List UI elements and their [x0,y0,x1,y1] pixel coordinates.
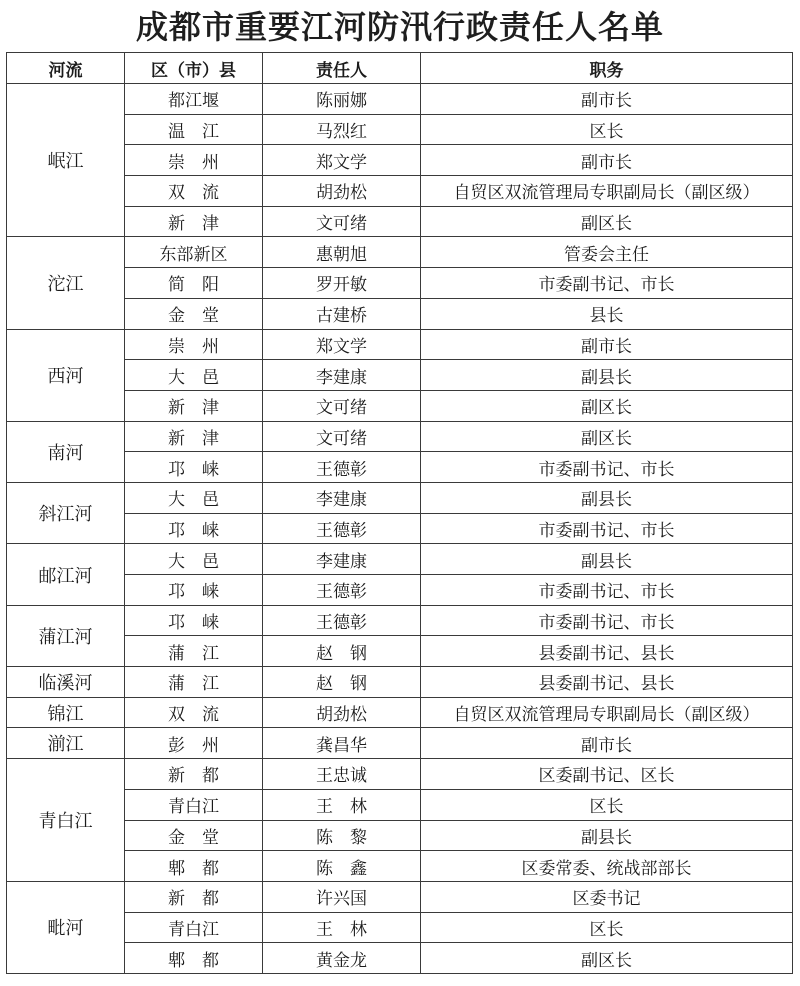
district-cell: 青白江 [125,912,263,943]
district-cell: 新 津 [125,390,263,421]
district-cell: 新 津 [125,206,263,237]
position-cell: 区委书记 [421,881,793,912]
table-row [7,789,793,820]
district-cell: 彭 州 [125,728,263,759]
person-cell: 郑文学 [263,145,421,176]
position-cell: 市委副书记、市长 [421,575,793,606]
river-name-cell: 沱江 [7,237,125,329]
position-cell: 副区长 [421,390,793,421]
person-cell: 胡劲松 [263,176,421,207]
table-row [7,759,793,790]
district-cell: 邛 崃 [125,575,263,606]
table-row [7,176,793,207]
position-cell: 区长 [421,789,793,820]
position-cell: 区长 [421,912,793,943]
district-cell: 东部新区 [125,237,263,268]
table-row [7,912,793,943]
table-row [7,206,793,237]
district-cell: 金 堂 [125,298,263,329]
river-name-cell: 斜江河 [7,482,125,543]
river-name-cell: 蒲江河 [7,605,125,666]
document-title: 成都市重要江河防汛行政责任人名单 [135,8,664,46]
person-cell: 王 林 [263,789,421,820]
table-row [7,820,793,851]
person-cell: 赵 钢 [263,667,421,698]
river-name-cell: 湔江 [7,728,125,759]
person-cell: 王德彰 [263,452,421,483]
person-cell: 罗开敏 [263,268,421,299]
person-cell: 陈 鑫 [263,851,421,882]
position-cell: 副区长 [421,943,793,974]
table-row [7,145,793,176]
position-cell: 区委副书记、区长 [421,759,793,790]
position-cell: 副区长 [421,206,793,237]
position-cell: 副市长 [421,329,793,360]
person-cell: 李建康 [263,360,421,391]
table-row [7,544,793,575]
table-row [7,114,793,145]
table-row [7,329,793,360]
district-cell: 大 邑 [125,360,263,391]
river-name-cell: 岷江 [7,84,125,237]
position-cell: 市委副书记、市长 [421,605,793,636]
table-row [7,943,793,974]
header-position: 职务 [421,53,793,84]
header-river: 河流 [7,53,125,84]
district-cell: 都江堰 [125,84,263,115]
river-name-cell: 西河 [7,329,125,421]
district-cell: 邛 崃 [125,452,263,483]
district-cell: 双 流 [125,176,263,207]
position-cell: 县委副书记、县长 [421,636,793,667]
person-cell: 王德彰 [263,513,421,544]
position-cell: 副市长 [421,84,793,115]
person-cell: 陈 黎 [263,820,421,851]
table-row [7,268,793,299]
position-cell: 区长 [421,114,793,145]
header-row [7,53,793,84]
district-cell: 新 都 [125,759,263,790]
position-cell: 市委副书记、市长 [421,268,793,299]
header-district: 区（市）县 [125,53,263,84]
table-row [7,84,793,115]
position-cell: 副市长 [421,728,793,759]
person-cell: 郑文学 [263,329,421,360]
table-row [7,728,793,759]
person-cell: 龚昌华 [263,728,421,759]
person-cell: 许兴国 [263,881,421,912]
district-cell: 青白江 [125,789,263,820]
position-cell: 副县长 [421,482,793,513]
river-name-cell: 邮江河 [7,544,125,605]
table-row [7,881,793,912]
district-cell: 双 流 [125,697,263,728]
position-cell: 市委副书记、市长 [421,513,793,544]
position-cell: 副县长 [421,360,793,391]
position-cell: 区委常委、统战部部长 [421,851,793,882]
header-person: 责任人 [263,53,421,84]
person-cell: 李建康 [263,482,421,513]
river-name-cell: 锦江 [7,697,125,728]
table-row [7,697,793,728]
district-cell: 大 邑 [125,544,263,575]
position-cell: 自贸区双流管理局专职副局长（副区级） [421,176,793,207]
district-cell: 邛 崃 [125,513,263,544]
district-cell: 郫 都 [125,851,263,882]
position-cell: 管委会主任 [421,237,793,268]
position-cell: 副区长 [421,421,793,452]
person-cell: 赵 钢 [263,636,421,667]
table-row [7,421,793,452]
table-row [7,513,793,544]
district-cell: 蒲 江 [125,636,263,667]
table-body [7,84,793,974]
district-cell: 温 江 [125,114,263,145]
district-cell: 大 邑 [125,482,263,513]
table-row [7,482,793,513]
person-cell: 文可绪 [263,206,421,237]
district-cell: 崇 州 [125,145,263,176]
position-cell: 副市长 [421,145,793,176]
district-cell: 金 堂 [125,820,263,851]
responsibility-table [6,52,793,974]
person-cell: 文可绪 [263,421,421,452]
table-row [7,851,793,882]
district-cell: 蒲 江 [125,667,263,698]
table-row [7,636,793,667]
table-row [7,298,793,329]
person-cell: 马烈红 [263,114,421,145]
position-cell: 副县长 [421,544,793,575]
position-cell: 市委副书记、市长 [421,452,793,483]
table-row [7,390,793,421]
river-name-cell: 毗河 [7,881,125,973]
district-cell: 邛 崃 [125,605,263,636]
district-cell: 崇 州 [125,329,263,360]
district-cell: 郫 都 [125,943,263,974]
table-row [7,360,793,391]
position-cell: 县委副书记、县长 [421,667,793,698]
person-cell: 王忠诚 [263,759,421,790]
river-name-cell: 青白江 [7,759,125,882]
person-cell: 文可绪 [263,390,421,421]
table-row [7,452,793,483]
table-header [7,53,793,84]
position-cell: 副县长 [421,820,793,851]
person-cell: 陈丽娜 [263,84,421,115]
river-name-cell: 临溪河 [7,667,125,698]
person-cell: 惠朝旭 [263,237,421,268]
district-cell: 新 都 [125,881,263,912]
person-cell: 李建康 [263,544,421,575]
position-cell: 自贸区双流管理局专职副局长（副区级） [421,697,793,728]
person-cell: 王德彰 [263,575,421,606]
river-name-cell: 南河 [7,421,125,482]
position-cell: 县长 [421,298,793,329]
table-row [7,667,793,698]
table-row [7,575,793,606]
district-cell: 简 阳 [125,268,263,299]
person-cell: 黄金龙 [263,943,421,974]
person-cell: 王 林 [263,912,421,943]
person-cell: 胡劲松 [263,697,421,728]
table-row [7,605,793,636]
person-cell: 王德彰 [263,605,421,636]
district-cell: 新 津 [125,421,263,452]
table-row [7,237,793,268]
person-cell: 古建桥 [263,298,421,329]
